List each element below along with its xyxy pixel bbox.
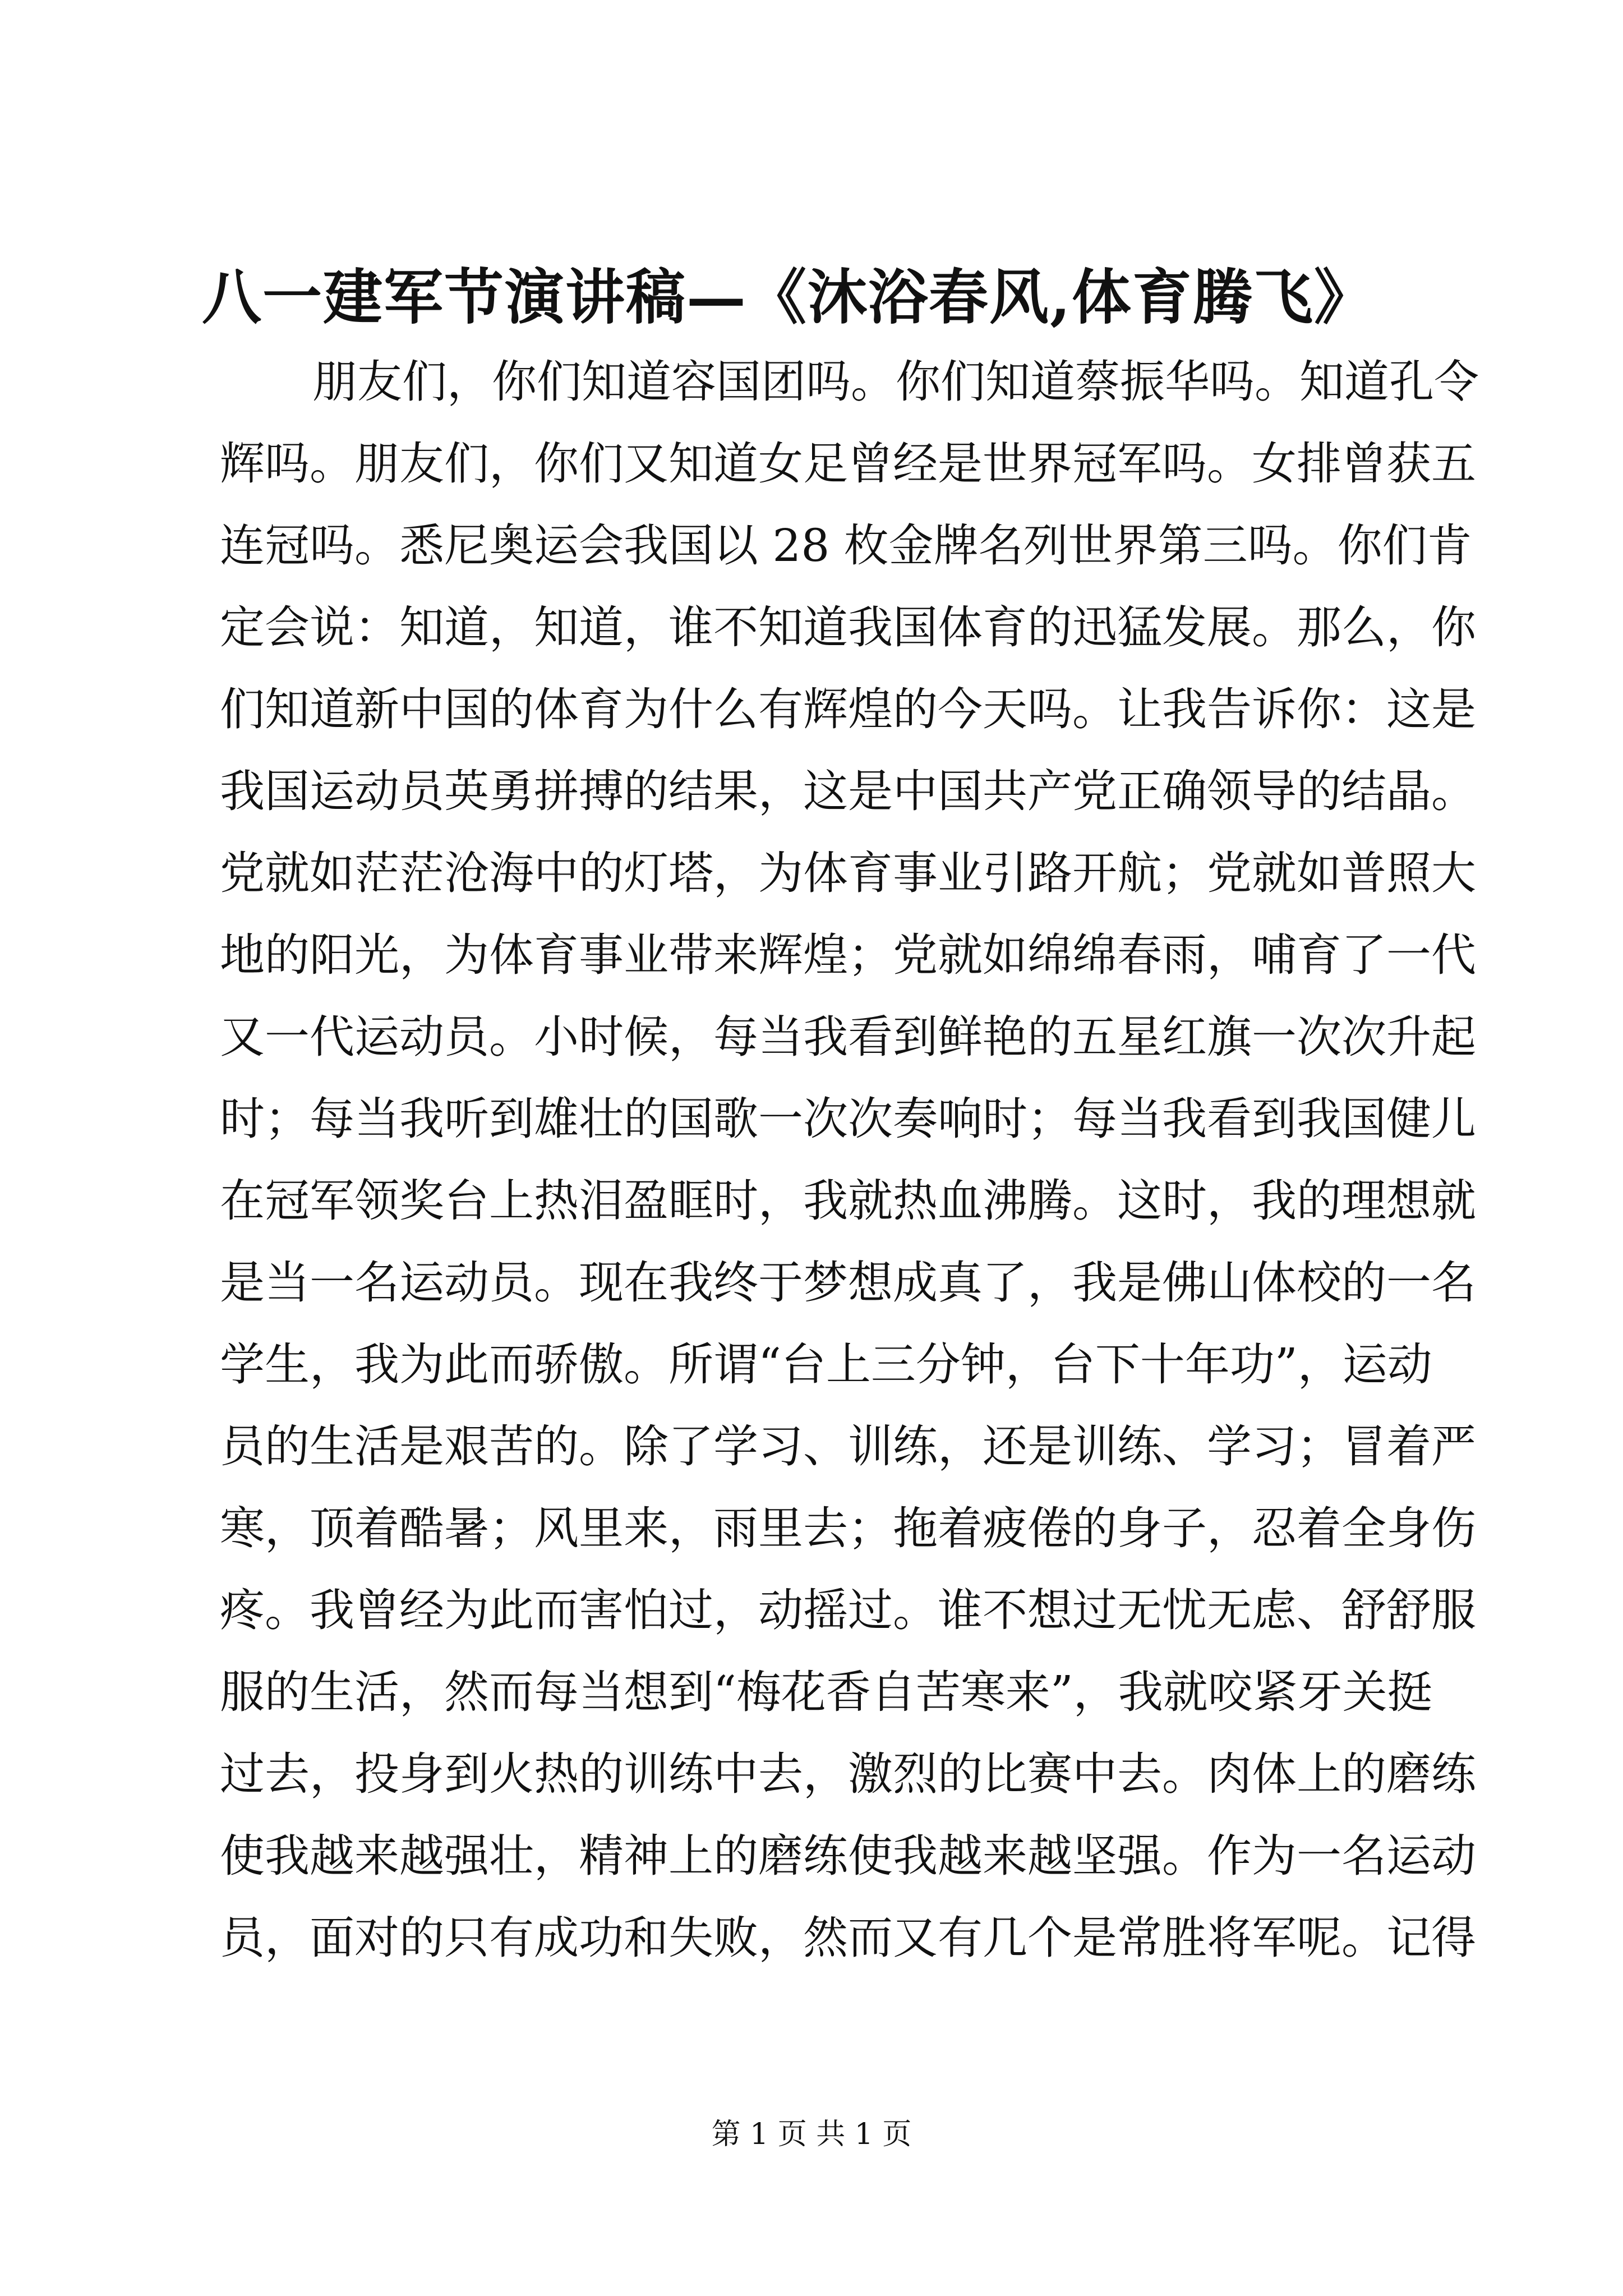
- text-line: 朋友们，你们知道容国团吗。你们知道蔡振华吗。知道孔令: [312, 356, 1479, 408]
- text-line: 员，面对的只有成功和失败，然而又有几个是常胜将军呢。记得: [220, 1912, 1476, 1964]
- text-line: 时；每当我听到雄壮的国歌一次次奏响时；每当我看到我国健儿: [220, 1093, 1476, 1145]
- text-line: 学生，我为此而骄傲。所谓“台上三分钟，台下十年功”，运动: [220, 1338, 1432, 1391]
- text-line: 员的生活是艰苦的。除了学习、训练，还是训练、学习；冒着严: [220, 1420, 1476, 1473]
- text-line: 寒，顶着酷暑；风里来，雨里去；拖着疲倦的身子，忍着全身伤: [220, 1502, 1476, 1554]
- page-footer: 第 1 页 共 1 页: [711, 2118, 912, 2151]
- body-text: [220, 341, 1479, 1979]
- text-line: 我国运动员英勇拼搏的结果，这是中国共产党正确领导的结晶。: [220, 765, 1476, 817]
- text-line: 辉吗。朋友们，你们又知道女足曾经是世界冠军吗。女排曾获五: [220, 438, 1476, 490]
- text-line: 们知道新中国的体育为什么有辉煌的今天吗。让我告诉你：这是: [220, 683, 1476, 735]
- text-line: 地的阳光，为体育事业带来辉煌；党就如绵绵春雨，哺育了一代: [220, 929, 1476, 981]
- text-line: 疼。我曾经为此而害怕过，动摇过。谁不想过无忧无虑、舒舒服: [220, 1584, 1476, 1636]
- text-line: 是当一名运动员。现在我终于梦想成真了，我是佛山体校的一名: [220, 1257, 1476, 1309]
- text-line: 定会说：知道，知道，谁不知道我国体育的迅猛发展。那么，你: [220, 601, 1476, 654]
- text-line: 服的生活，然而每当想到“梅花香自苦寒来”，我就咬紧牙关挺: [220, 1666, 1432, 1718]
- document-title: 八一建军节演讲稿—《沐浴春风,体育腾飞》: [202, 262, 1375, 332]
- text-line: 又一代运动员。小时候，每当我看到鲜艳的五星红旗一次次升起: [220, 1011, 1476, 1063]
- text-line: 连冠吗。悉尼奥运会我国以 28 枚金牌名列世界第三吗。你们肯: [220, 519, 1472, 572]
- text-line: 使我越来越强壮，精神上的磨练使我越来越坚强。作为一名运动: [220, 1830, 1476, 1882]
- text-line: 党就如茫茫沧海中的灯塔，为体育事业引路开航；党就如普照大: [220, 847, 1476, 899]
- text-line: 过去，投身到火热的训练中去，激烈的比赛中去。肉体上的磨练: [220, 1748, 1476, 1800]
- text-line: 在冠军领奖台上热泪盈眶时，我就热血沸腾。这时，我的理想就: [220, 1175, 1476, 1227]
